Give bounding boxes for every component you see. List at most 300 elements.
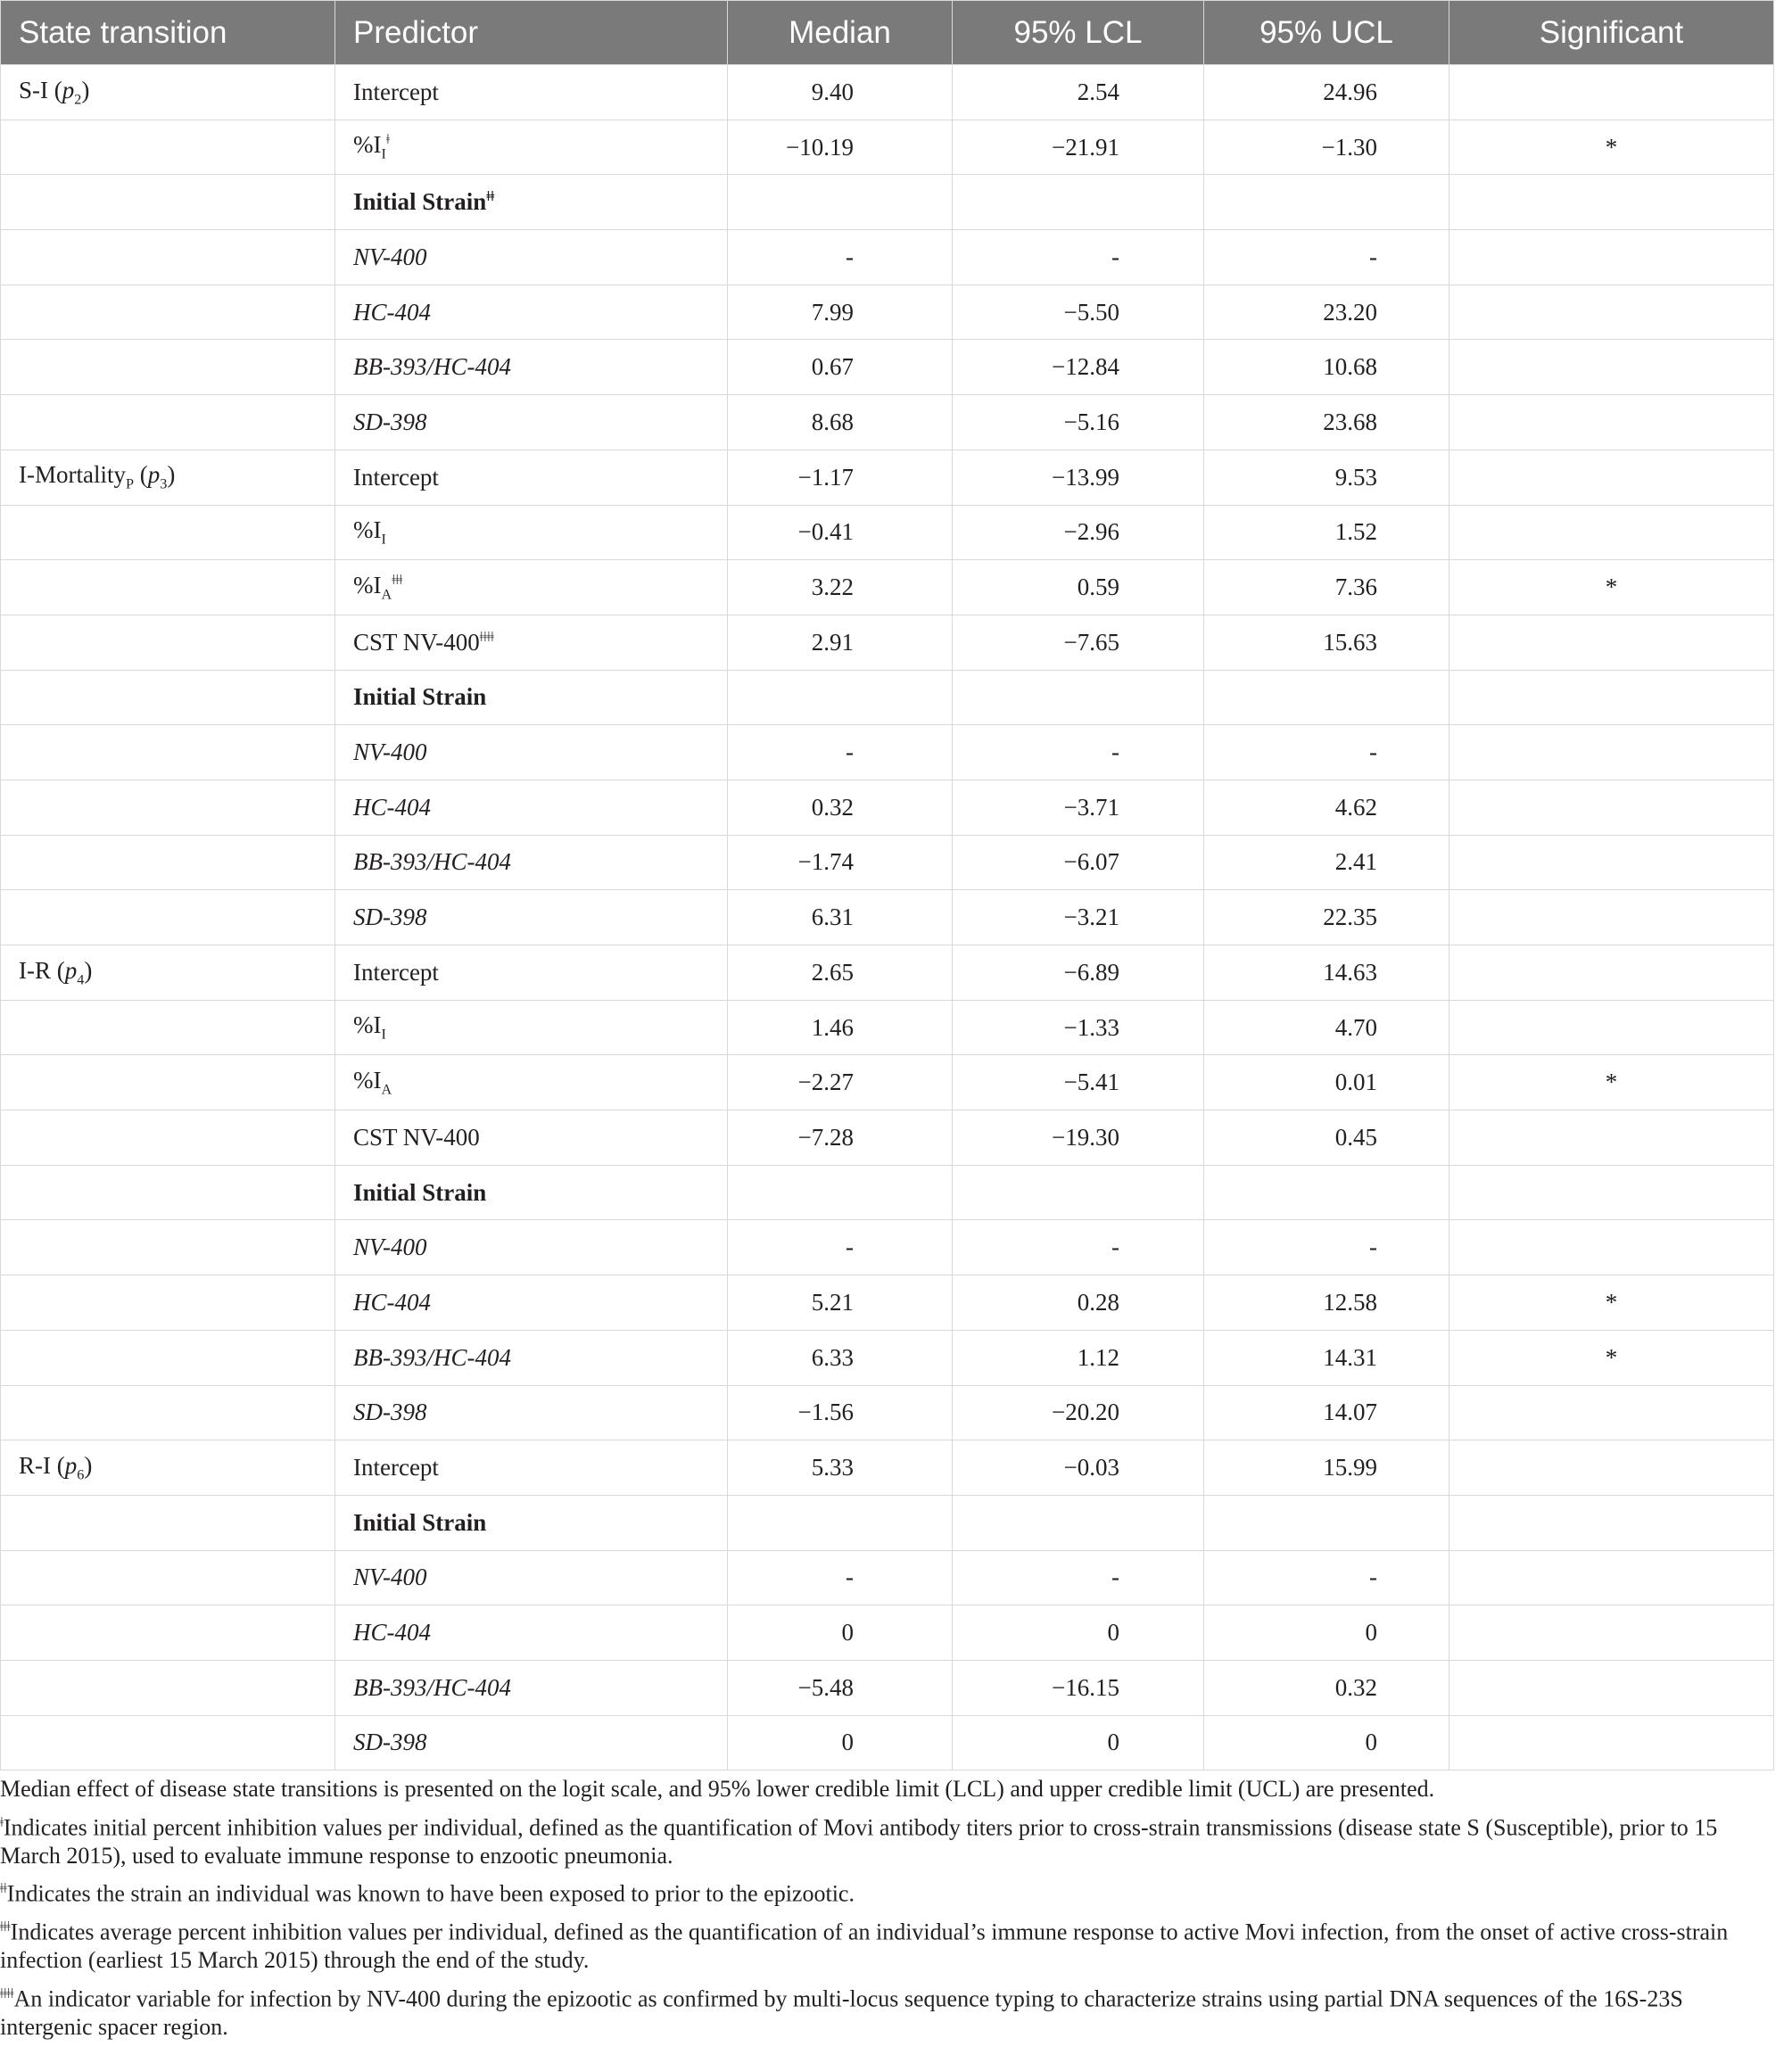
median-cell <box>728 1220 953 1275</box>
ucl-cell <box>1204 1660 1449 1715</box>
ucl-cell <box>1204 395 1449 450</box>
lcl-cell <box>953 670 1204 725</box>
predictor-label: NV-400 <box>353 1564 427 1591</box>
ucl-value: 9.53 <box>1334 463 1377 491</box>
predictor-label: Initial Strain <box>353 1508 487 1536</box>
median-value: 7.99 <box>811 298 854 326</box>
predictor-cell <box>335 1275 728 1331</box>
median-value: −2.27 <box>797 1069 854 1096</box>
median-cell <box>728 835 953 890</box>
median-value: 6.33 <box>811 1343 854 1371</box>
ucl-value: 15.63 <box>1323 628 1377 656</box>
significant-cell <box>1449 285 1774 340</box>
lcl-value: −5.50 <box>1063 298 1119 326</box>
predictor-label: HC-404 <box>353 298 431 326</box>
median-value: 6.31 <box>811 904 854 931</box>
table-row <box>1 1550 1774 1605</box>
median-cell <box>728 230 953 285</box>
header-significant: Significant <box>1449 1 1774 65</box>
lcl-cell <box>953 615 1204 670</box>
lcl-value: −16.15 <box>1052 1673 1119 1701</box>
ucl-value: 4.70 <box>1334 1013 1377 1041</box>
significant-cell <box>1449 1550 1774 1605</box>
lcl-cell <box>953 560 1204 615</box>
predictor-label: %I <box>353 1067 382 1094</box>
median-value: 1.46 <box>811 1013 854 1041</box>
table-row <box>1 670 1774 725</box>
ucl-cell <box>1204 560 1449 615</box>
ucl-value: 12.58 <box>1323 1288 1377 1316</box>
ucl-value: 2.41 <box>1334 848 1377 876</box>
ucl-value: 0 <box>1365 1619 1377 1646</box>
footnote-marker: ǂǂ <box>0 1881 7 1897</box>
median-cell <box>728 615 953 670</box>
footnote-marker: ǂ <box>385 131 390 148</box>
median-cell <box>728 560 953 615</box>
median-value: 0.67 <box>811 353 854 381</box>
ucl-cell <box>1204 1055 1449 1110</box>
ucl-cell <box>1204 1110 1449 1166</box>
state-transition-cell <box>1 285 335 340</box>
significant-cell <box>1449 615 1774 670</box>
predictor-cell <box>335 780 728 835</box>
median-cell <box>728 1385 953 1440</box>
table-row <box>1 1495 1774 1550</box>
ucl-cell <box>1204 670 1449 725</box>
predictor-label: HC-404 <box>353 1288 431 1316</box>
table-row <box>1 1660 1774 1715</box>
predictor-label: CST NV-400 <box>353 628 480 656</box>
significant-cell <box>1449 65 1774 120</box>
table-footnotes <box>0 1775 1775 2047</box>
median-cell <box>728 890 953 945</box>
lcl-value: −5.41 <box>1063 1069 1119 1096</box>
lcl-cell <box>953 1385 1204 1440</box>
ucl-cell <box>1204 1220 1449 1275</box>
ucl-cell <box>1204 230 1449 285</box>
lcl-cell <box>953 945 1204 1001</box>
lcl-cell <box>953 1110 1204 1166</box>
state-transition-cell <box>1 1055 335 1110</box>
footnote <box>0 1980 1775 2042</box>
state-transition-cell <box>1 670 335 725</box>
table-row <box>1 890 1774 945</box>
significant-cell <box>1449 1715 1774 1770</box>
state-transition-cell <box>1 175 335 230</box>
state-paren-close: ) <box>84 956 93 984</box>
median-value: 5.33 <box>811 1454 854 1481</box>
lcl-cell <box>953 285 1204 340</box>
state-transition-cell <box>1 890 335 945</box>
lcl-cell <box>953 1275 1204 1331</box>
median-cell <box>728 450 953 505</box>
significant-cell <box>1449 835 1774 890</box>
predictor-label: %I <box>353 571 382 598</box>
median-cell <box>728 725 953 780</box>
predictor-cell <box>335 1495 728 1550</box>
ucl-cell <box>1204 1550 1449 1605</box>
lcl-value: 0 <box>1107 1729 1119 1756</box>
ucl-cell <box>1204 890 1449 945</box>
lcl-value: −3.21 <box>1063 904 1119 931</box>
ucl-value: 15.99 <box>1323 1454 1377 1481</box>
ucl-cell <box>1204 505 1449 560</box>
lcl-cell <box>953 780 1204 835</box>
significance-marker: * <box>1605 1069 1618 1096</box>
predictor-cell <box>335 1440 728 1496</box>
state-transition-cell <box>1 450 335 505</box>
state-parameter-index: 4 <box>77 971 85 988</box>
lcl-value: −21.91 <box>1052 133 1119 161</box>
lcl-cell <box>953 65 1204 120</box>
ucl-value: 0.32 <box>1334 1673 1377 1701</box>
significant-cell <box>1449 120 1774 175</box>
state-transition-cell <box>1 1715 335 1770</box>
footnote-text: An indicator variable for infection by NV-400 during the epizootic as confirmed by multi-locus sequence typing to characterize strains using partial DNA sequences of the 16S-23S intergenic spacer region. <box>0 1985 1683 2041</box>
lcl-cell <box>953 725 1204 780</box>
significant-cell <box>1449 230 1774 285</box>
footnote <box>0 1775 1775 1803</box>
state-transition-cell <box>1 1440 335 1496</box>
median-cell <box>728 1605 953 1661</box>
predictor-cell <box>335 450 728 505</box>
lcl-cell <box>953 1660 1204 1715</box>
significant-cell <box>1449 670 1774 725</box>
ucl-cell <box>1204 1330 1449 1385</box>
median-value: - <box>846 739 854 766</box>
predictor-cell <box>335 1110 728 1166</box>
predictor-cell <box>335 1330 728 1385</box>
ucl-value: 22.35 <box>1323 904 1377 931</box>
state-transition-cell <box>1 505 335 560</box>
state-transition-cell <box>1 1550 335 1605</box>
table-row <box>1 1055 1774 1110</box>
state-label: R-I ( <box>19 1451 65 1479</box>
predictor-cell <box>335 1055 728 1110</box>
median-cell <box>728 1660 953 1715</box>
header-state-transition: State transition <box>1 1 335 65</box>
state-transition-cell <box>1 65 335 120</box>
state-parameter: p <box>147 461 161 489</box>
predictor-label: BB-393/HC-404 <box>353 1673 511 1701</box>
state-transition-cell <box>1 1275 335 1331</box>
ucl-cell <box>1204 450 1449 505</box>
significant-cell <box>1449 1330 1774 1385</box>
state-transition-cell <box>1 340 335 395</box>
ucl-value: 23.20 <box>1323 298 1377 326</box>
state-transition-cell <box>1 1330 335 1385</box>
predictor-subscript: A <box>381 586 392 603</box>
predictor-label: BB-393/HC-404 <box>353 353 511 381</box>
predictor-label: BB-393/HC-404 <box>353 848 511 876</box>
lcl-cell <box>953 1440 1204 1496</box>
ucl-value: 1.52 <box>1334 518 1377 546</box>
state-transition-cell <box>1 1220 335 1275</box>
significant-cell <box>1449 1055 1774 1110</box>
header-lcl: 95% LCL <box>953 1 1204 65</box>
median-value: −0.41 <box>797 518 854 546</box>
footnote-marker: ǂ <box>0 1814 4 1830</box>
significant-cell <box>1449 560 1774 615</box>
lcl-cell <box>953 175 1204 230</box>
predictor-label: Intercept <box>353 958 439 986</box>
significant-cell <box>1449 890 1774 945</box>
ucl-cell <box>1204 120 1449 175</box>
predictor-cell <box>335 1660 728 1715</box>
state-parameter-index: 3 <box>160 475 168 492</box>
footnote-marker: ǂǂǂ <box>0 1919 11 1935</box>
table-row <box>1 120 1774 175</box>
median-cell <box>728 1000 953 1055</box>
header-median: Median <box>728 1 953 65</box>
state-transition-cell <box>1 615 335 670</box>
predictor-label: %I <box>353 131 382 159</box>
state-transition-cell <box>1 1110 335 1166</box>
predictor-cell <box>335 560 728 615</box>
table-row <box>1 725 1774 780</box>
predictor-label: NV-400 <box>353 1234 427 1261</box>
ucl-value: - <box>1369 243 1377 270</box>
table-row <box>1 65 1774 120</box>
lcl-value: - <box>1111 739 1119 766</box>
state-parameter: p <box>64 956 78 984</box>
median-cell <box>728 1495 953 1550</box>
predictor-cell <box>335 1220 728 1275</box>
lcl-cell <box>953 1220 1204 1275</box>
predictor-label: %I <box>353 516 382 544</box>
median-cell <box>728 1275 953 1331</box>
table-row <box>1 1275 1774 1331</box>
state-transition-cell <box>1 1605 335 1661</box>
ucl-value: 7.36 <box>1334 574 1377 601</box>
predictor-cell <box>335 1385 728 1440</box>
table-row <box>1 615 1774 670</box>
ucl-cell <box>1204 615 1449 670</box>
state-transition-cell <box>1 780 335 835</box>
lcl-cell <box>953 120 1204 175</box>
footnote-marker: ǂǂ <box>486 188 495 205</box>
footnote <box>0 1875 1775 1908</box>
significant-cell <box>1449 1275 1774 1331</box>
predictor-label: NV-400 <box>353 243 427 270</box>
lcl-value: −12.84 <box>1052 353 1119 381</box>
predictor-subscript: I <box>381 145 386 162</box>
state-label: I-R ( <box>19 956 65 984</box>
ucl-value: - <box>1369 1234 1377 1261</box>
median-value: −1.74 <box>797 848 854 876</box>
table-row <box>1 1165 1774 1220</box>
table-row <box>1 230 1774 285</box>
predictor-label: SD-398 <box>353 1399 427 1426</box>
state-parameter-index: 2 <box>74 91 82 108</box>
ucl-value: 0 <box>1365 1729 1377 1756</box>
ucl-cell <box>1204 780 1449 835</box>
table-row <box>1 340 1774 395</box>
ucl-cell <box>1204 285 1449 340</box>
significance-marker: * <box>1605 574 1618 601</box>
ucl-value: 4.62 <box>1334 793 1377 821</box>
lcl-value: −19.30 <box>1052 1123 1119 1151</box>
predictor-label: Intercept <box>353 463 439 491</box>
footnote-text: Indicates initial percent inhibition values per individual, defined as the quantification of Movi antibody titers prior to cross-strain transmissions (disease state S (Susceptible), prior to 15 March 2015), used to evaluate immune response to enzootic pneumonia. <box>0 1814 1718 1869</box>
median-cell <box>728 505 953 560</box>
ucl-value: 14.31 <box>1323 1343 1377 1371</box>
median-cell <box>728 1550 953 1605</box>
lcl-cell <box>953 230 1204 285</box>
footnote-marker: ǂǂǂǂ <box>479 628 494 645</box>
lcl-value: −3.71 <box>1063 793 1119 821</box>
median-cell <box>728 395 953 450</box>
lcl-value: −1.33 <box>1063 1013 1119 1041</box>
state-paren-close: ) <box>81 76 90 103</box>
ucl-cell <box>1204 1715 1449 1770</box>
predictor-cell <box>335 1550 728 1605</box>
significant-cell <box>1449 1165 1774 1220</box>
ucl-value: 0.01 <box>1334 1069 1377 1096</box>
footnote-marker: ǂǂǂǂ <box>0 1985 14 2001</box>
predictor-cell <box>335 725 728 780</box>
ucl-cell <box>1204 945 1449 1001</box>
table-row <box>1 780 1774 835</box>
table-row <box>1 1605 1774 1661</box>
significance-marker: * <box>1605 1288 1618 1316</box>
ucl-cell <box>1204 1495 1449 1550</box>
lcl-value: 2.54 <box>1077 78 1119 105</box>
table-row <box>1 505 1774 560</box>
median-cell <box>728 670 953 725</box>
predictor-label: NV-400 <box>353 739 427 766</box>
footnote-text: Indicates the strain an individual was known to have been exposed to prior to the epizootic. <box>6 1880 855 1907</box>
table-row <box>1 1715 1774 1770</box>
table-row <box>1 1000 1774 1055</box>
significant-cell <box>1449 340 1774 395</box>
median-value: 9.40 <box>811 78 854 105</box>
predictor-cell <box>335 395 728 450</box>
lcl-cell <box>953 1165 1204 1220</box>
footnote-marker: ǂǂǂ <box>392 571 403 588</box>
predictor-cell <box>335 175 728 230</box>
predictor-cell <box>335 1000 728 1055</box>
footnote <box>0 1913 1775 1975</box>
table-row <box>1 450 1774 505</box>
table-row <box>1 1440 1774 1496</box>
significant-cell <box>1449 1110 1774 1166</box>
lcl-cell <box>953 505 1204 560</box>
median-value: −7.28 <box>797 1123 854 1151</box>
lcl-value: −5.16 <box>1063 408 1119 435</box>
ucl-value: 23.68 <box>1323 408 1377 435</box>
predictor-cell <box>335 285 728 340</box>
lcl-value: −6.89 <box>1063 958 1119 986</box>
predictor-cell <box>335 340 728 395</box>
significant-cell <box>1449 1000 1774 1055</box>
lcl-cell <box>953 1000 1204 1055</box>
median-cell <box>728 780 953 835</box>
significance-marker: * <box>1605 1343 1618 1371</box>
state-parameter: p <box>62 76 75 103</box>
predictor-label: CST NV-400 <box>353 1123 480 1151</box>
predictor-label: Initial Strain <box>353 1178 487 1206</box>
significant-cell <box>1449 395 1774 450</box>
predictor-cell <box>335 230 728 285</box>
significant-cell <box>1449 175 1774 230</box>
lcl-value: - <box>1111 1234 1119 1261</box>
median-value: −5.48 <box>797 1673 854 1701</box>
ucl-value: 0.45 <box>1334 1123 1377 1151</box>
state-paren: ( <box>134 461 148 489</box>
ucl-value: - <box>1369 739 1377 766</box>
predictor-cell <box>335 835 728 890</box>
lcl-value: −0.03 <box>1063 1454 1119 1481</box>
ucl-cell <box>1204 1275 1449 1331</box>
predictor-label: HC-404 <box>353 1619 431 1646</box>
predictor-label: SD-398 <box>353 1729 427 1756</box>
predictor-subscript: A <box>381 1081 392 1098</box>
footnote-text: Indicates average percent inhibition values per individual, defined as the quantification of an individual’s immune response to active Movi infection, from the onset of active cross-strain infection (earliest 15 March 2015) through the end of the study. <box>0 1919 1729 1974</box>
header-predictor: Predictor <box>335 1 728 65</box>
significant-cell <box>1449 1495 1774 1550</box>
state-transition-cell <box>1 560 335 615</box>
predictor-cell <box>335 945 728 1001</box>
predictor-cell <box>335 505 728 560</box>
state-label: I-Mortality <box>19 461 126 489</box>
state-transition-cell <box>1 1660 335 1715</box>
ucl-cell <box>1204 340 1449 395</box>
predictor-cell <box>335 1715 728 1770</box>
significant-cell <box>1449 780 1774 835</box>
predictor-label: Initial Strain <box>353 188 487 216</box>
table-row <box>1 1220 1774 1275</box>
significant-cell <box>1449 1605 1774 1661</box>
median-cell <box>728 175 953 230</box>
median-value: 2.65 <box>811 958 854 986</box>
state-parameter-index: 6 <box>77 1466 85 1483</box>
footnote <box>0 1809 1775 1870</box>
state-subscript: P <box>125 475 134 492</box>
significant-cell <box>1449 1440 1774 1496</box>
median-value: - <box>846 243 854 270</box>
median-cell <box>728 1165 953 1220</box>
predictor-label: Intercept <box>353 1454 439 1481</box>
predictor-cell <box>335 615 728 670</box>
table-row <box>1 395 1774 450</box>
ucl-cell <box>1204 725 1449 780</box>
lcl-cell <box>953 1495 1204 1550</box>
significant-cell <box>1449 1385 1774 1440</box>
ucl-cell <box>1204 835 1449 890</box>
median-value: 5.21 <box>811 1288 854 1316</box>
lcl-value: −6.07 <box>1063 848 1119 876</box>
table-row <box>1 835 1774 890</box>
median-value: - <box>846 1234 854 1261</box>
ucl-value: - <box>1369 1564 1377 1591</box>
table-row <box>1 1330 1774 1385</box>
state-transition-cell <box>1 1385 335 1440</box>
lcl-cell <box>953 835 1204 890</box>
table-row <box>1 285 1774 340</box>
median-cell <box>728 340 953 395</box>
header-ucl: 95% UCL <box>1204 1 1449 65</box>
median-value: 0 <box>841 1729 854 1756</box>
state-transition-cell <box>1 1165 335 1220</box>
lcl-cell <box>953 1055 1204 1110</box>
table-row <box>1 175 1774 230</box>
state-label: S-I ( <box>19 76 62 103</box>
predictor-cell <box>335 65 728 120</box>
lcl-value: - <box>1111 1564 1119 1591</box>
lcl-cell <box>953 1550 1204 1605</box>
predictor-cell <box>335 890 728 945</box>
